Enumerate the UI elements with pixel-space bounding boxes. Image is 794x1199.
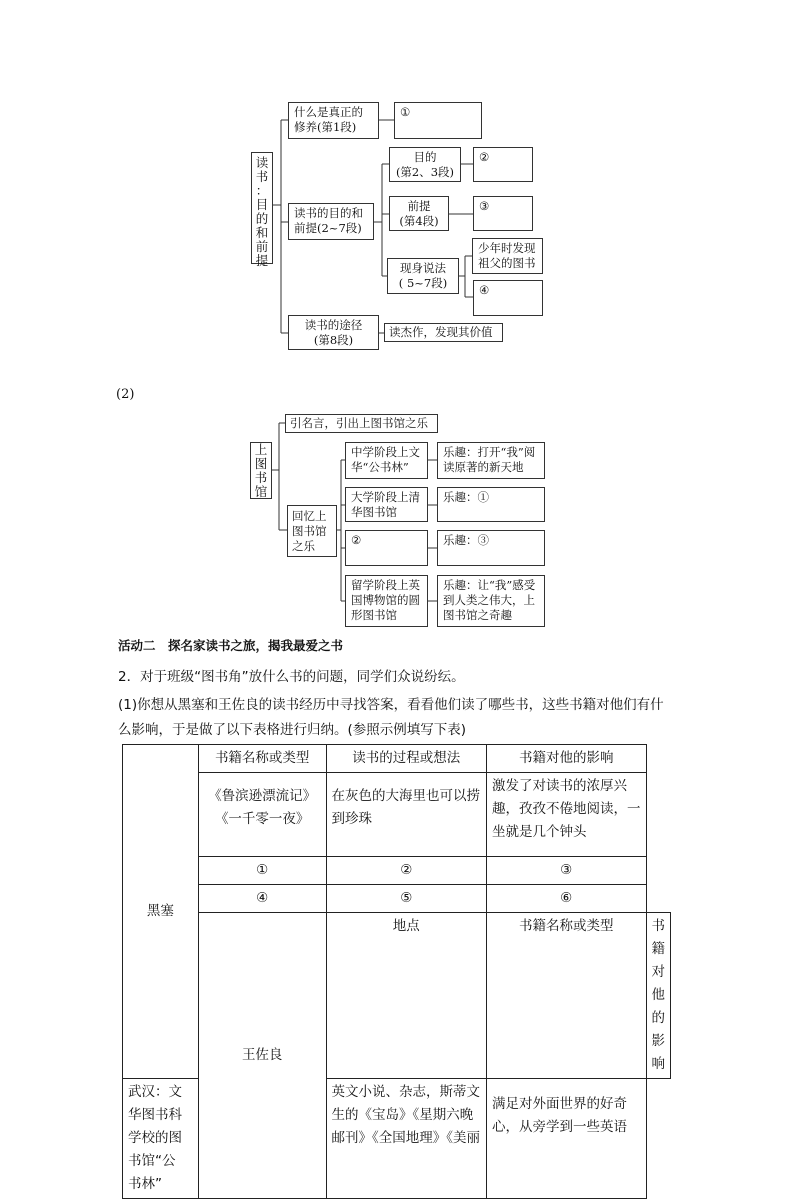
- root-char: 书: [254, 470, 268, 485]
- table-row: [123, 913, 671, 1079]
- person-hesse: 黑塞: [123, 745, 199, 1079]
- stage-blank: ②: [345, 530, 428, 566]
- table-header-cell: 书籍名称或类型: [486, 913, 646, 1079]
- diagram2-root: [250, 442, 272, 499]
- node-library-memories: 回忆上 图书馆 之乐: [287, 505, 337, 557]
- table-cell: 英文小说、杂志，斯蒂文 生的《宝岛》《星期六晚 邮刊》《全国地理》《美丽: [326, 1079, 486, 1199]
- joy-abroad: 乐趣：让“我”感受 到人类之伟大，上 图书馆之奇趣: [437, 575, 545, 627]
- root-char: ：: [255, 183, 269, 198]
- root-char: 图: [254, 456, 268, 471]
- root-char: 和: [255, 225, 269, 240]
- question-2: 2．对于班级“图书角”放什么书的问题，同学们众说纷纭。: [118, 669, 465, 685]
- person-wang-zuoliang: 王佐良: [198, 913, 326, 1199]
- node-personal-example: 现身说法 ( 5~7段): [387, 258, 459, 294]
- root-char: 的: [255, 211, 269, 226]
- table-row: [123, 745, 671, 773]
- root-char: 上: [254, 442, 268, 457]
- node-grandfather-books: 少年时发现 祖父的图书: [472, 238, 543, 274]
- answer-blank-2: ②: [473, 147, 533, 182]
- root-char: 书: [255, 169, 269, 184]
- reading-table: [122, 744, 671, 1199]
- node-read-masterpieces: 读杰作，发现其价值: [384, 323, 503, 342]
- table-row: [123, 773, 671, 857]
- answer-blank-4: ④: [473, 280, 543, 316]
- table-cell: 满足对外面世界的好奇 心，从旁学到一些英语: [486, 1079, 646, 1199]
- table-cell: ①: [198, 857, 326, 885]
- table-cell: ④: [198, 885, 326, 913]
- node-purpose: 目的 (第2、3段): [389, 147, 461, 182]
- table-header-cell: 地点: [326, 913, 486, 1079]
- activity-heading: 活动二 探名家读书之旅，揭我最爱之书: [118, 638, 344, 653]
- table-cell: ③: [486, 857, 646, 885]
- stage-university: 大学阶段上清 华图书馆: [345, 487, 428, 522]
- table-cell: 武汉：文华图书科 学校的图书馆“公 书林”: [123, 1079, 199, 1199]
- table-cell: ⑥: [486, 885, 646, 913]
- table-header-cell: 书籍名称或类型: [198, 745, 326, 773]
- question-2-1-line1: (1)你想从黑塞和王佐良的读书经历中寻找答案，看看他们读了哪些书，这些书籍对他们有什: [118, 697, 664, 713]
- node-purpose-premise: 读书的目的和 前提(2~7段): [288, 203, 374, 240]
- root-char: 读: [255, 155, 269, 170]
- answer-blank-3: ③: [473, 196, 533, 231]
- joy-middle-school: 乐趣：打开“我”阅 读原著的新天地: [437, 442, 545, 479]
- stage-abroad: 留学阶段上英 国博物馆的圆 形图书馆: [345, 575, 428, 627]
- stage-middle-school: 中学阶段上文 华“公书林”: [345, 442, 428, 479]
- table-cell: 激发了对读书的浓厚兴 趣，孜孜不倦地阅读，一 坐就是几个钟头: [486, 773, 646, 857]
- table-header-cell: 书籍对他的影响: [646, 913, 671, 1079]
- joy-university: 乐趣：①: [437, 487, 545, 522]
- root-char: 前: [255, 239, 269, 254]
- table-cell: 《鲁滨逊漂流记》 《一千零一夜》: [198, 773, 326, 857]
- node-quote-intro: 引名言，引出上图书馆之乐: [285, 414, 438, 433]
- table-header-cell: 读书的过程或想法: [326, 745, 486, 773]
- table-cell: 在灰色的大海里也可以捞 到珍珠: [326, 773, 486, 857]
- node-premise: 前提 (第4段): [389, 196, 449, 231]
- diagram1-root: [251, 152, 273, 268]
- part-label: (2): [116, 387, 135, 402]
- table-row: [123, 885, 671, 913]
- table-header-cell: 书籍对他的影响: [486, 745, 646, 773]
- node-reading-approach: 读书的途径 (第8段): [288, 315, 379, 350]
- node-true-cultivation: 什么是真正的 修养(第1段): [288, 102, 379, 139]
- table-cell: ②: [326, 857, 486, 885]
- root-char: 馆: [254, 484, 268, 499]
- root-char: 目: [255, 197, 269, 212]
- joy-blank: 乐趣：③: [437, 530, 545, 566]
- answer-blank-1: ①: [394, 102, 482, 139]
- root-char: 提: [255, 253, 269, 268]
- table-cell: ⑤: [326, 885, 486, 913]
- table-row: [123, 857, 671, 885]
- question-2-1-line2: 么影响，于是做了以下表格进行归纳。(参照示例填写下表): [118, 722, 467, 738]
